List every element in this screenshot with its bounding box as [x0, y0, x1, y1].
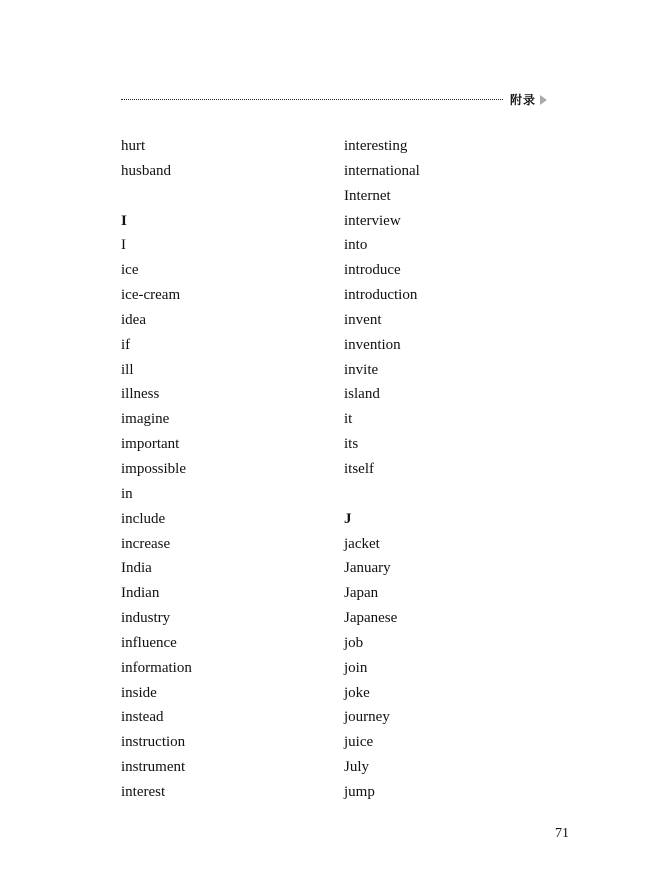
word-entry: Indian — [121, 585, 160, 602]
word-entry: join — [344, 659, 368, 676]
word-entry: ill — [121, 361, 134, 378]
word-entry: if — [121, 336, 131, 353]
word-entry: itself — [344, 460, 374, 477]
word-entry: journey — [344, 709, 390, 726]
word-entry: Japan — [344, 585, 379, 602]
triangle-arrow-icon — [540, 95, 547, 105]
word-entry: Internet — [344, 187, 391, 204]
word-list-right-column — [344, 134, 544, 805]
word-entry: idea — [121, 311, 146, 328]
word-entry: joke — [344, 684, 370, 701]
header-dotted-rule — [121, 99, 503, 100]
list-spacer — [121, 184, 321, 209]
letter-heading: J — [344, 510, 352, 527]
word-entry: into — [344, 237, 368, 254]
word-entry: ice — [121, 262, 139, 279]
word-entry: information — [121, 659, 192, 676]
word-entry: husband — [121, 162, 171, 179]
word-entry: July — [344, 759, 370, 776]
word-entry: industry — [121, 610, 171, 627]
word-entry: jacket — [344, 535, 380, 552]
word-entry: international — [344, 162, 420, 179]
word-entry: Japanese — [344, 610, 398, 627]
word-entry: juice — [344, 734, 374, 751]
word-entry: interesting — [344, 138, 408, 154]
word-entry: influence — [121, 634, 177, 651]
word-entry: introduction — [344, 287, 418, 304]
running-header — [121, 92, 553, 108]
word-entry: January — [344, 560, 391, 577]
word-entry: important — [121, 436, 180, 453]
word-entry: impossible — [121, 460, 187, 477]
word-entry: hurt — [121, 138, 146, 154]
word-entry: illness — [121, 386, 160, 403]
word-entry: include — [121, 510, 166, 527]
page-number: 71 — [555, 826, 569, 841]
word-list-left-column — [121, 134, 321, 805]
word-entry: increase — [121, 535, 171, 552]
word-entry: I — [121, 237, 126, 254]
header-title: 附录 — [510, 93, 537, 107]
word-entry: its — [344, 436, 359, 453]
word-entry: ice-cream — [121, 287, 181, 304]
word-entry: instead — [121, 709, 164, 726]
word-entry: interview — [344, 212, 401, 229]
word-entry: invite — [344, 361, 379, 378]
word-entry: India — [121, 560, 152, 577]
word-entry: inside — [121, 684, 157, 701]
word-entry: instrument — [121, 759, 186, 776]
word-entry: job — [344, 634, 364, 651]
word-entry: in — [121, 485, 133, 502]
word-entry: interest — [121, 783, 166, 800]
list-spacer — [344, 482, 544, 507]
word-entry: jump — [344, 783, 375, 800]
word-entry: island — [344, 386, 380, 403]
word-entry: it — [344, 411, 353, 428]
word-entry: instruction — [121, 734, 186, 751]
letter-heading: I — [121, 212, 127, 229]
word-entry: invention — [344, 336, 401, 353]
word-entry: imagine — [121, 411, 170, 428]
word-entry: invent — [344, 311, 382, 328]
word-entry: introduce — [344, 262, 401, 279]
